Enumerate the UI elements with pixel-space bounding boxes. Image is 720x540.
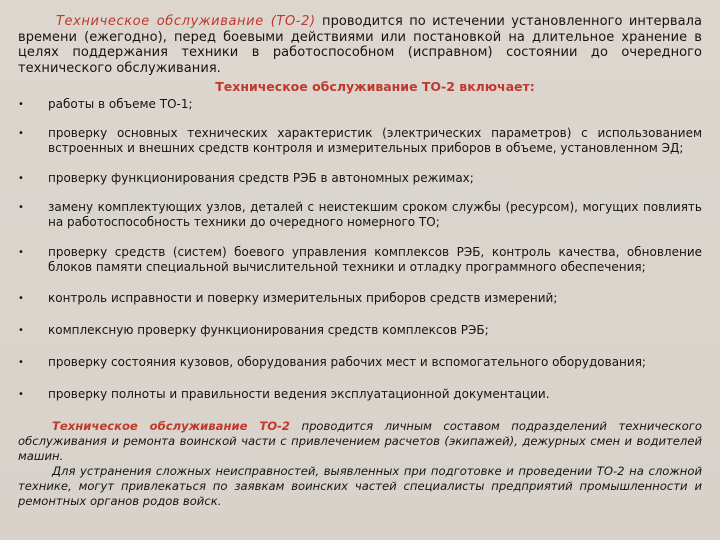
list-item-text: замену комплектующих узлов, деталей с неистекшим сроком службы (ресурсом), могущих повлиять на работоспособность техники до очередного номерного ТО; <box>48 200 702 230</box>
closing-paragraph-2: Для устранения сложных неисправностей, выявленных при подготовке и проведении ТО-2 на сложной технике, могут привлекаться по заявкам воинских частей специалисты предприятий промышленности и ремонтных органов родов войск. <box>18 464 702 509</box>
bullet-icon: • <box>18 357 24 369</box>
list-item <box>18 171 702 186</box>
closing-section <box>18 419 702 509</box>
bullet-icon: • <box>18 325 24 337</box>
bullet-icon: • <box>18 389 24 401</box>
list-item-text: проверку функционирования средств РЭБ в автономных режимах; <box>48 171 474 186</box>
list-item <box>18 387 702 402</box>
bullet-icon: • <box>18 202 24 214</box>
list-item-text: проверку состояния кузовов, оборудования рабочих мест и вспомогательного оборудования; <box>48 355 646 370</box>
list-item <box>18 323 702 338</box>
bullet-icon: • <box>18 128 24 140</box>
list-item-text: проверку полноты и правильности ведения эксплуатационной документации. <box>48 387 550 402</box>
bullet-icon: • <box>18 99 24 111</box>
list-item-text: проверку средств (систем) боевого управления комплексов РЭБ, контроль качества, обновление блоков памяти специальной вычислительной техники и отладку программного обеспечения; <box>48 245 702 275</box>
closing-text: проводится личным составом подразделений технического обслуживания и ремонта воинской части с привлечением расчетов (экипажей), дежурных смен и водителей машин. <box>18 419 702 464</box>
bullet-icon: • <box>18 247 24 259</box>
closing-highlight: Техническое обслуживание ТО-2 <box>52 419 290 434</box>
list-heading: Техническое обслуживание ТО-2 включает: <box>215 79 535 95</box>
list-item <box>18 97 702 112</box>
list-item <box>18 355 702 370</box>
bullet-icon: • <box>18 173 24 185</box>
list-item-text: контроль исправности и поверку измерительных приборов средств измерений; <box>48 291 558 306</box>
list-item <box>18 291 702 306</box>
list-item <box>18 200 702 230</box>
list-item-text: проверку основных технических характеристик (электрических параметров) с использованием встроенных и внешних средств контроля и измерительных приборов в объеме, установленном ЭД; <box>48 126 702 156</box>
intro-text: проводится по истечении установленного интервала времени (ежегодно), перед боевыми действиями или постановкой на длительное хранение в целях поддержания техники в работоспособном (исправном) состоянии до очередного технического обслуживания. <box>18 14 702 76</box>
intro-paragraph <box>18 14 702 76</box>
intro-highlight: Техническое обслуживание (ТО-2) <box>56 14 316 29</box>
maintenance-list <box>18 97 702 402</box>
bullet-icon: • <box>18 293 24 305</box>
list-item-text: работы в объеме ТО-1; <box>48 97 193 112</box>
list-item <box>18 126 702 156</box>
list-item <box>18 245 702 275</box>
list-item-text: комплексную проверку функционирования средств комплексов РЭБ; <box>48 323 489 338</box>
closing-paragraph <box>18 419 702 464</box>
